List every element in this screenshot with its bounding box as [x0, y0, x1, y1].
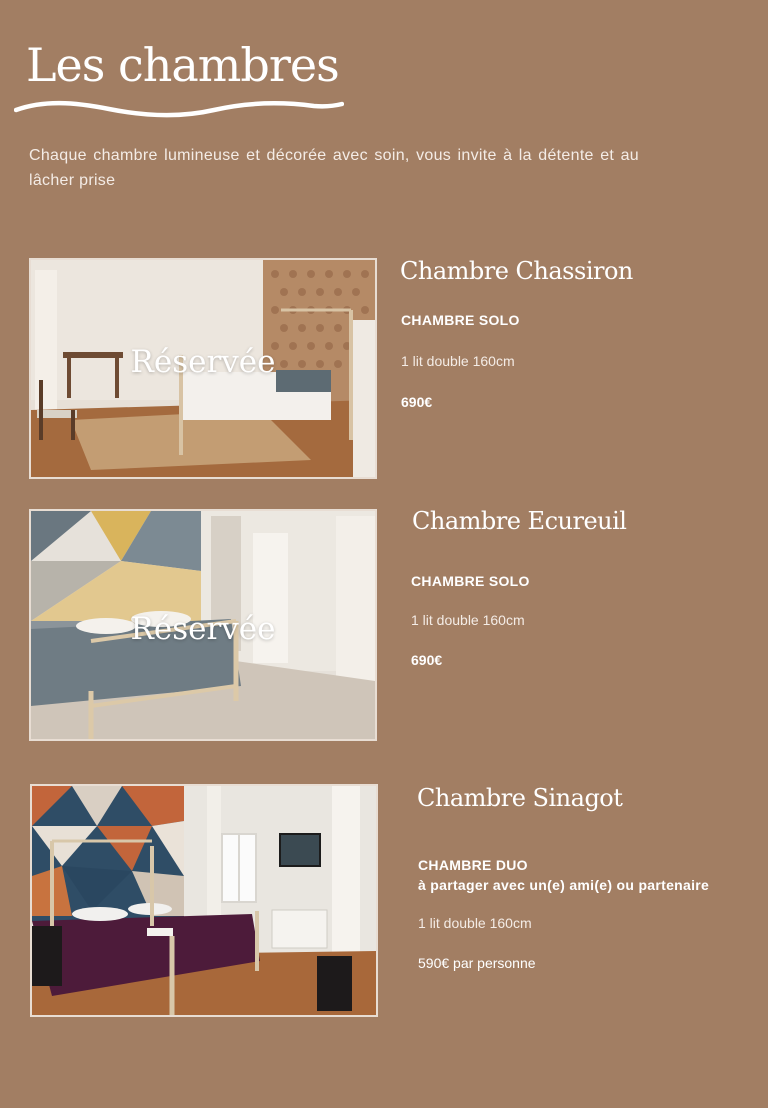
reserved-overlay: Réservée [130, 344, 276, 380]
room-bed-info: 1 lit double 160cm [411, 612, 525, 628]
room-type: CHAMBRE SOLO [411, 573, 530, 589]
room-title: Chambre Sinagot [417, 784, 623, 812]
room-photo-ecureuil[interactable] [29, 509, 377, 741]
bedroom-photo-icon [32, 786, 376, 1015]
page-title: Les chambres [26, 38, 339, 92]
room-price: 590€ par personne [418, 955, 536, 971]
room-type: CHAMBRE DUO [418, 857, 528, 873]
room-price: 690€ [401, 394, 433, 410]
room-bed-info: 1 lit double 160cm [418, 915, 532, 931]
room-bed-info: 1 lit double 160cm [401, 353, 515, 369]
room-type: CHAMBRE SOLO [401, 312, 520, 328]
room-photo-chassiron[interactable] [29, 258, 377, 479]
reserved-overlay: Réservée [130, 611, 276, 647]
room-title: Chambre Ecureuil [412, 507, 627, 535]
room-photo-sinagot[interactable] [30, 784, 378, 1017]
room-title: Chambre Chassiron [400, 257, 633, 285]
wave-divider-icon [14, 96, 344, 122]
room-type-detail: à partager avec un(e) ami(e) ou partenaire [418, 877, 710, 893]
room-price: 690€ [411, 652, 443, 668]
intro-text: Chaque chambre lumineuse et décorée avec soin, vous invite à la détente et au lâcher prise [29, 147, 639, 189]
